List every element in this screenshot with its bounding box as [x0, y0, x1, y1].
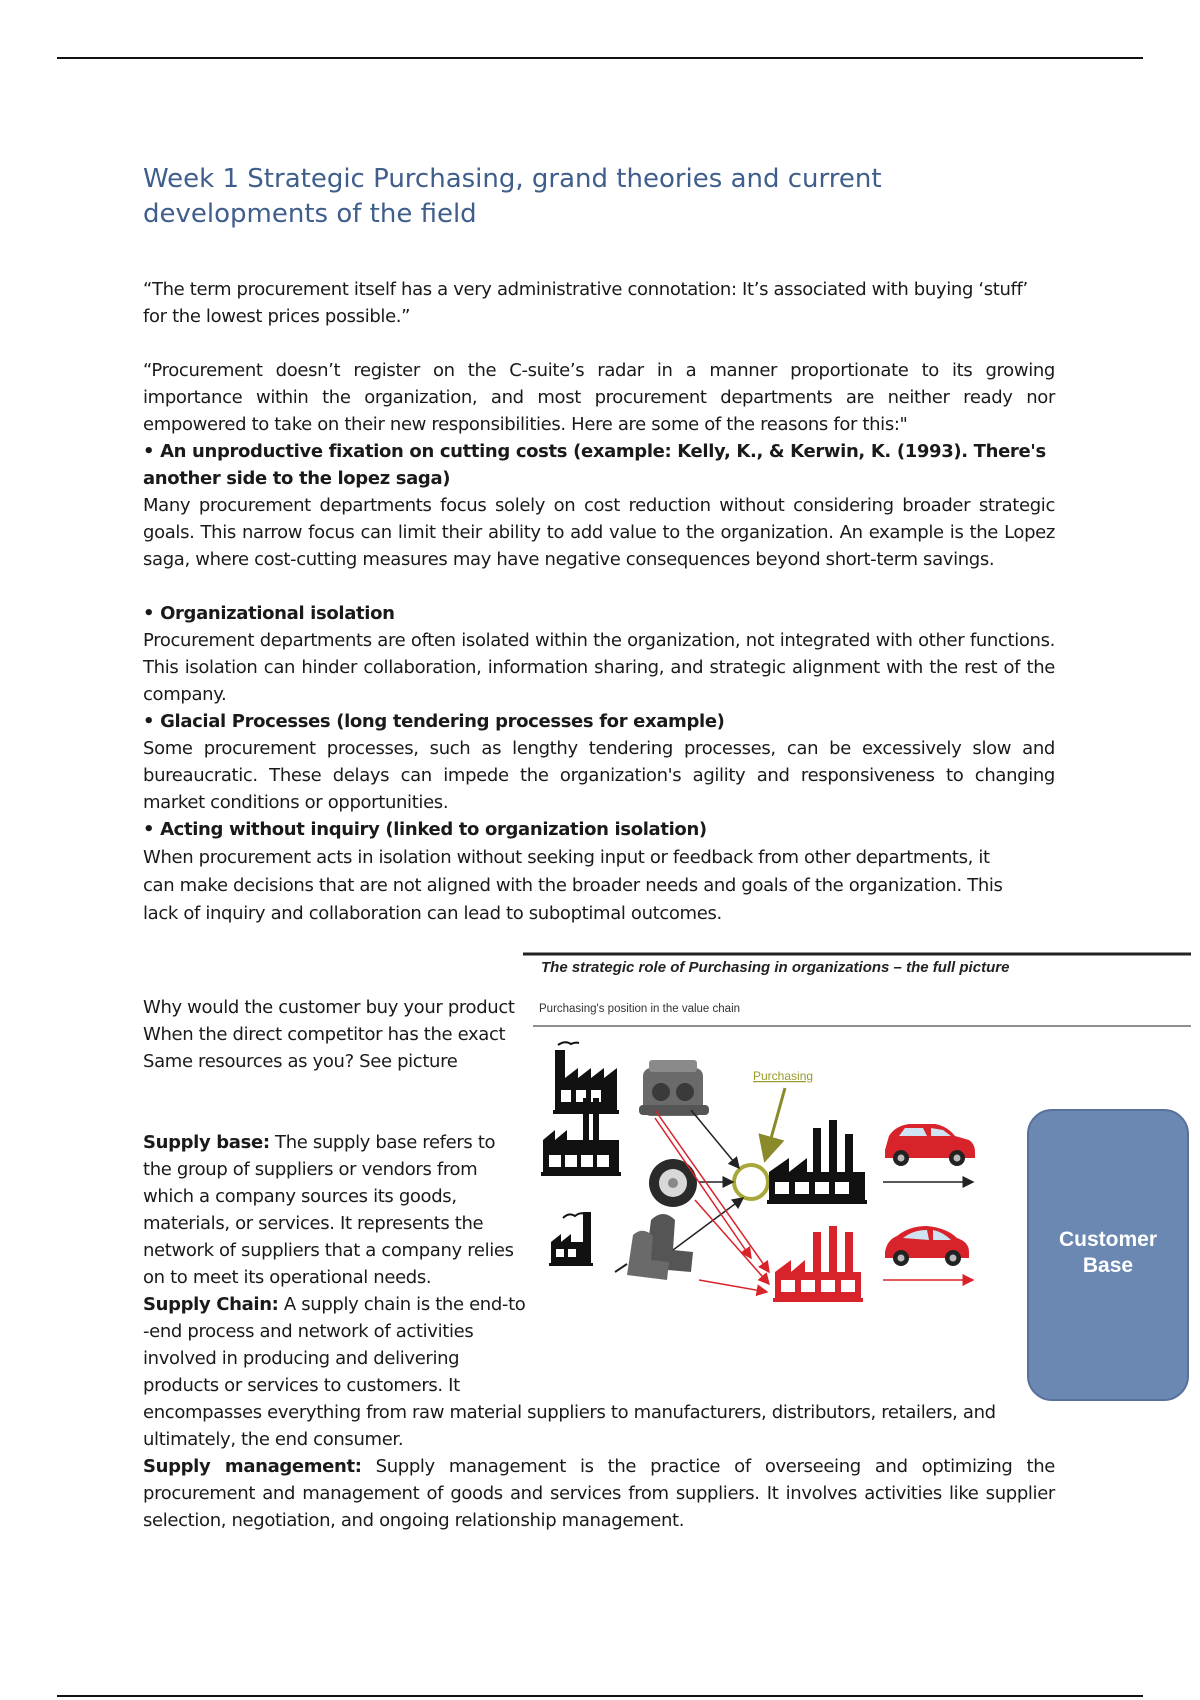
figure-title: The strategic role of Purchasing in organizations – the full picture [541, 959, 1010, 976]
definition-text: Supply management is the practice of overseeing and optimizing the procurement and management of goods and services from suppliers. It involves activities like supplier selection, negotiation, and ongoing relationship management. [143, 1456, 1055, 1531]
definition-term: Supply base: [143, 1132, 270, 1153]
definition-term: Supply management: [143, 1456, 362, 1477]
supply-arrow-red [695, 1200, 769, 1284]
top-rule [57, 57, 1143, 59]
reason-text: Many procurement departments focus solely on cost reduction without considering broader strategic goals. This narrow focus can limit their ability to add value to the organization. An example is the Lopez saga, where cost-cutting measures may have negative consequences beyond short-term savings. [143, 495, 1055, 570]
quote-c-suite: “Procurement doesn’t register on the C-suite’s radar in a manner proportionate to its growing importance within the organization, and most procurement departments are neither ready nor empowered to take on their new responsibilities. Here are some of the reasons for this:" [143, 360, 1055, 435]
definition-text: A supply chain is the end-to -end process and network of activities involved in producing and delivering products or services to customers. It [143, 1294, 526, 1396]
reason-heading: • Acting without inquiry (linked to organization isolation) [143, 819, 707, 840]
engine-icon [639, 1060, 709, 1116]
reason-text: When procurement acts in isolation without seeking input or feedback from other departments, it can make decisions that are not aligned with the broader needs and goals of the organization. This lack of inquiry and collaboration can lead to suboptimal outcomes. [143, 847, 1003, 924]
reason-heading: • An unproductive fixation on cutting costs (example: Kelly, K., & Kerwin, K. (1993). There's another side to the lopez saga) [143, 441, 1046, 489]
figure-subtitle: Purchasing's position in the value chain [539, 1003, 741, 1015]
reason-text: Some procurement processes, such as lengthy tendering processes, can be excessively slow and bureaucratic. These delays can impede the organization's agility and responsiveness to changing market conditions or opportunities. [143, 738, 1055, 813]
quote-administrative: “The term procurement itself has a very administrative connotation: It’s associated with buying ‘stuff’ for the lowest prices possible.” [143, 279, 1028, 327]
reason-text: Procurement departments are often isolated within the organization, not integrated with other functions. This isolation can hinder collaboration, information sharing, and strategic alignment with the rest of the company. [143, 630, 1055, 705]
competitor-factory-icon [773, 1226, 863, 1302]
customer-base-label: Base [1082, 1254, 1134, 1277]
definition-supply-management [143, 1453, 1055, 1534]
purchasing-arrow [765, 1088, 785, 1160]
reason-heading: • Organizational isolation [143, 603, 395, 624]
customer-base-label: Customer [1058, 1228, 1158, 1251]
definition-supply-chain-continued: encompasses everything from raw material suppliers to manufacturers, distributors, retailers, and ultimately, the end consumer. [143, 1402, 996, 1450]
definition-term: Supply Chain: [143, 1294, 279, 1315]
definition-supply-chain [143, 1291, 528, 1399]
red-car-icon [885, 1226, 969, 1266]
supply-arrow-red [699, 1280, 767, 1292]
focal-factory-icon [767, 1120, 867, 1204]
page-title: Week 1 Strategic Purchasing, grand theories and current developments of the field [143, 164, 882, 229]
purchasing-label: Purchasing [753, 1069, 814, 1083]
supply-arrow-black [691, 1110, 739, 1168]
red-car-icon [885, 1124, 975, 1166]
car-seat-icon [615, 1214, 693, 1280]
supplier-factory-icon [549, 1212, 593, 1266]
tire-icon [649, 1159, 697, 1207]
definition-supply-base [143, 1129, 528, 1291]
value-chain-figure [523, 950, 1193, 1405]
definition-text: The supply base refers to the group of suppliers or vendors from which a company sources its goods, materials, or services. It represents the network of suppliers that a company relies on to meet its operational needs. [143, 1132, 514, 1288]
purchasing-interface-circle [734, 1165, 768, 1199]
competitor-question: Why would the customer buy your product When the direct competitor has the exact Same resources as you? See picture [143, 997, 515, 1072]
reason-heading: • Glacial Processes (long tendering processes for example) [143, 711, 725, 732]
bottom-rule [57, 1695, 1143, 1697]
